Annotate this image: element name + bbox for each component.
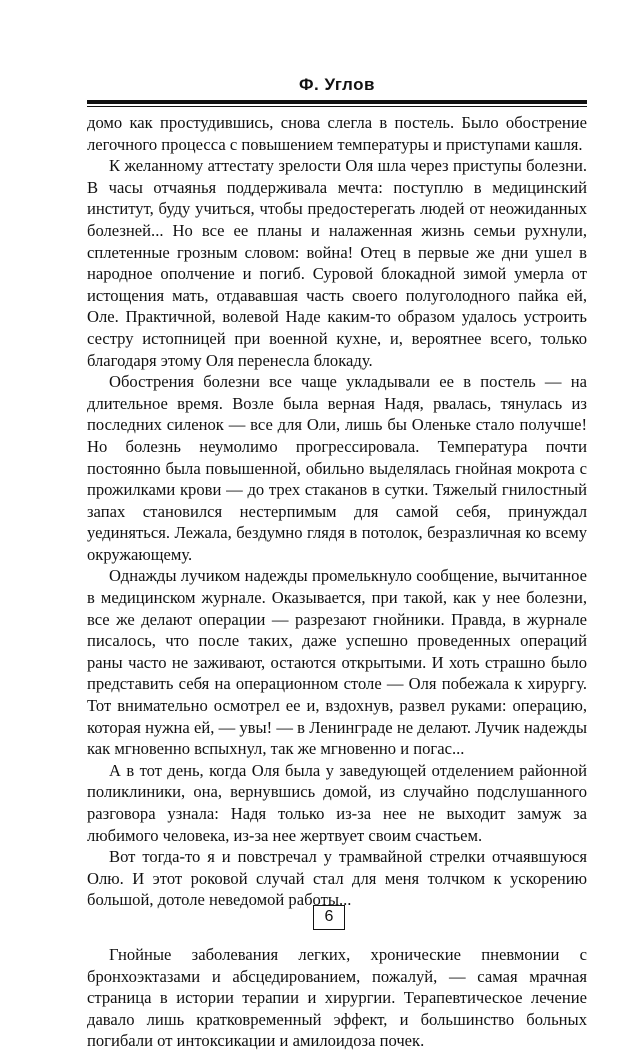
paragraph: Гнойные заболевания легких, хронические пневмонии с бронхоэктазами и абсцедированием, пожалуй, — самая мрачная страница в истории терапии и хирургии. Терапевтическое лечение давало лишь кратковременный эффект, и большинство больных погибали от интоксикации и амилоидоза почек. (87, 944, 587, 1051)
header-rule-thick (87, 100, 587, 104)
running-header-author: Ф. Углов (299, 75, 375, 94)
header-rule-thin (87, 106, 587, 107)
paragraph: Однажды лучиком надежды промелькнуло сообщение, вычитанное в медицинском журнале. Оказывается, при такой, как у нее болезни, все же делают операции — разрезают гнойники. Правда, в журнале писалось, что после таких, даже успешно проведенных операций раны часто не заживают, остаются открытыми. И хоть страшно было представить себя на операционном столе — Оля побежала к хирургу. Тот внимательно осмотрел ее и, вздохнув, развел руками: операцию, которая нужна ей, — увы! — в Ленинграде не делают. Лучик надежды как мгновенно вспыхнул, так же мгновенно и погас... (87, 566, 587, 759)
paragraph: Вот тогда-то я и повстречал у трамвайной стрелки отчаявшуюся Олю. И этот роковой случай стал для меня толчком к ускорению большой, дотоле неведомой работы... (87, 847, 587, 910)
paragraph: К желанному аттестату зрелости Оля шла через приступы болезни. В часы отчаянья поддерживала мечта: поступлю в медицинский институт, буду учиться, чтобы предостерегать людей от неожиданных болезней... Но все ее планы и налаженная жизнь семьи рухнули, сплетенные грозным словом: война! Отец в первые же дни ушел в народное ополчение и погиб. Суровой блокадной зимой умерла от истощения мать, отдававшая часть своего полуголодного пайка ей, Оле. Практичной, волевой Наде каким-то образом удалось устроить сестру истопницей при военной кухне, и, вероятнее всего, только благодаря этому Оля перенесла блокаду. (87, 156, 587, 370)
paragraph: домо как простудившись, снова слегла в постель. Было обострение легочного процесса с повышением температуры и приступами кашля. (87, 113, 587, 154)
paragraph: Обострения болезни все чаще укладывали ее в постель — на длительное время. Возле была верная Надя, рвалась, тянулась из последних силенок — все для Оли, лишь бы Оленьке стало получше! Но болезнь неумолимо прогрессировала. Температура почти постоянно была повышенной, обильно выделялась гнойная мокрота с прожилками крови — до трех стаканов в сутки. Тяжелый гнилостный запах становился нестерпимым для самой себя, принуждал уединяться. Лежала, бездумно глядя в потолок, безразличная ко всему окружающему. (87, 372, 587, 564)
page-number: 6 (313, 905, 345, 930)
paragraph: А в тот день, когда Оля была у заведующей отделением районной поликлиники, она, вернувшись домой, из случайно подслушанного разговора узнала: Надя только из-за нее не выходит замуж за любимого человека, из-за нее жертвует своим счастьем. (87, 760, 587, 845)
